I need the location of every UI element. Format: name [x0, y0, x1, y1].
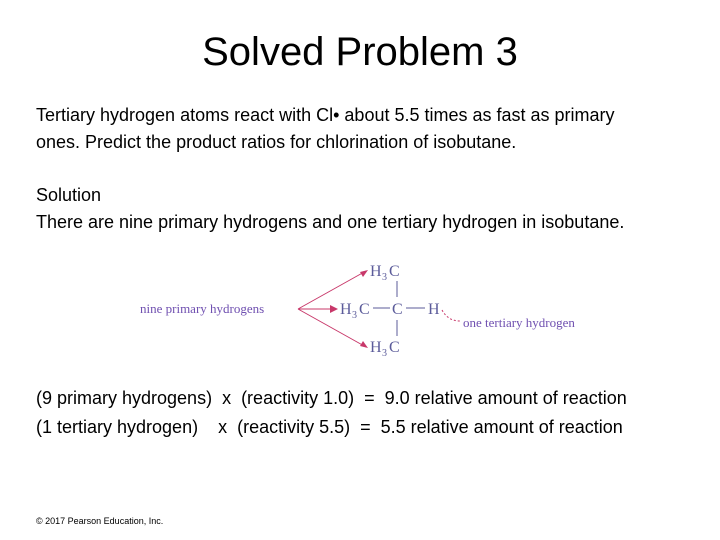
- problem-statement: [36, 102, 615, 156]
- left-methyl-sub: 3: [352, 310, 357, 321]
- calculation-primary: (9 primary hydrogens) x (reactivity 1.0) = 9.0 relative amount of reaction: [36, 388, 627, 408]
- solution-text: There are nine primary hydrogens and one tertiary hydrogen in isobutane.: [36, 212, 625, 232]
- solution-heading: Solution: [36, 185, 102, 205]
- top-methyl-h: H: [370, 263, 382, 280]
- nine-primary-hydrogens-label: nine primary hydrogens: [140, 301, 265, 316]
- copyright-notice: © 2017 Pearson Education, Inc.: [36, 516, 164, 526]
- top-methyl-sub: 3: [382, 272, 387, 283]
- solution-block: [36, 182, 624, 236]
- left-methyl-h: H: [340, 301, 352, 318]
- center-carbon: C: [392, 301, 403, 318]
- bottom-methyl-sub: 3: [382, 348, 387, 359]
- one-tertiary-hydrogen-label: one tertiary hydrogen: [463, 315, 575, 330]
- calculation-tertiary: (1 tertiary hydrogen) x (reactivity 5.5) = 5.5 relative amount of reaction: [36, 417, 623, 437]
- left-methyl-c: C: [359, 301, 370, 318]
- tertiary-hydrogen-atom: H: [428, 301, 440, 318]
- tertiary-hydrogen-arrow: [442, 310, 460, 321]
- bottom-methyl-h: H: [370, 339, 382, 356]
- top-methyl-c: C: [389, 263, 400, 280]
- problem-line-1: Tertiary hydrogen atoms react with Cl• about 5.5 times as fast as primary: [36, 105, 615, 125]
- slide-title: Solved Problem 3: [202, 30, 518, 74]
- isobutane-structure-diagram: [130, 255, 610, 365]
- problem-line-2: ones. Predict the product ratios for chlorination of isobutane.: [36, 132, 517, 152]
- bottom-methyl-c: C: [389, 339, 400, 356]
